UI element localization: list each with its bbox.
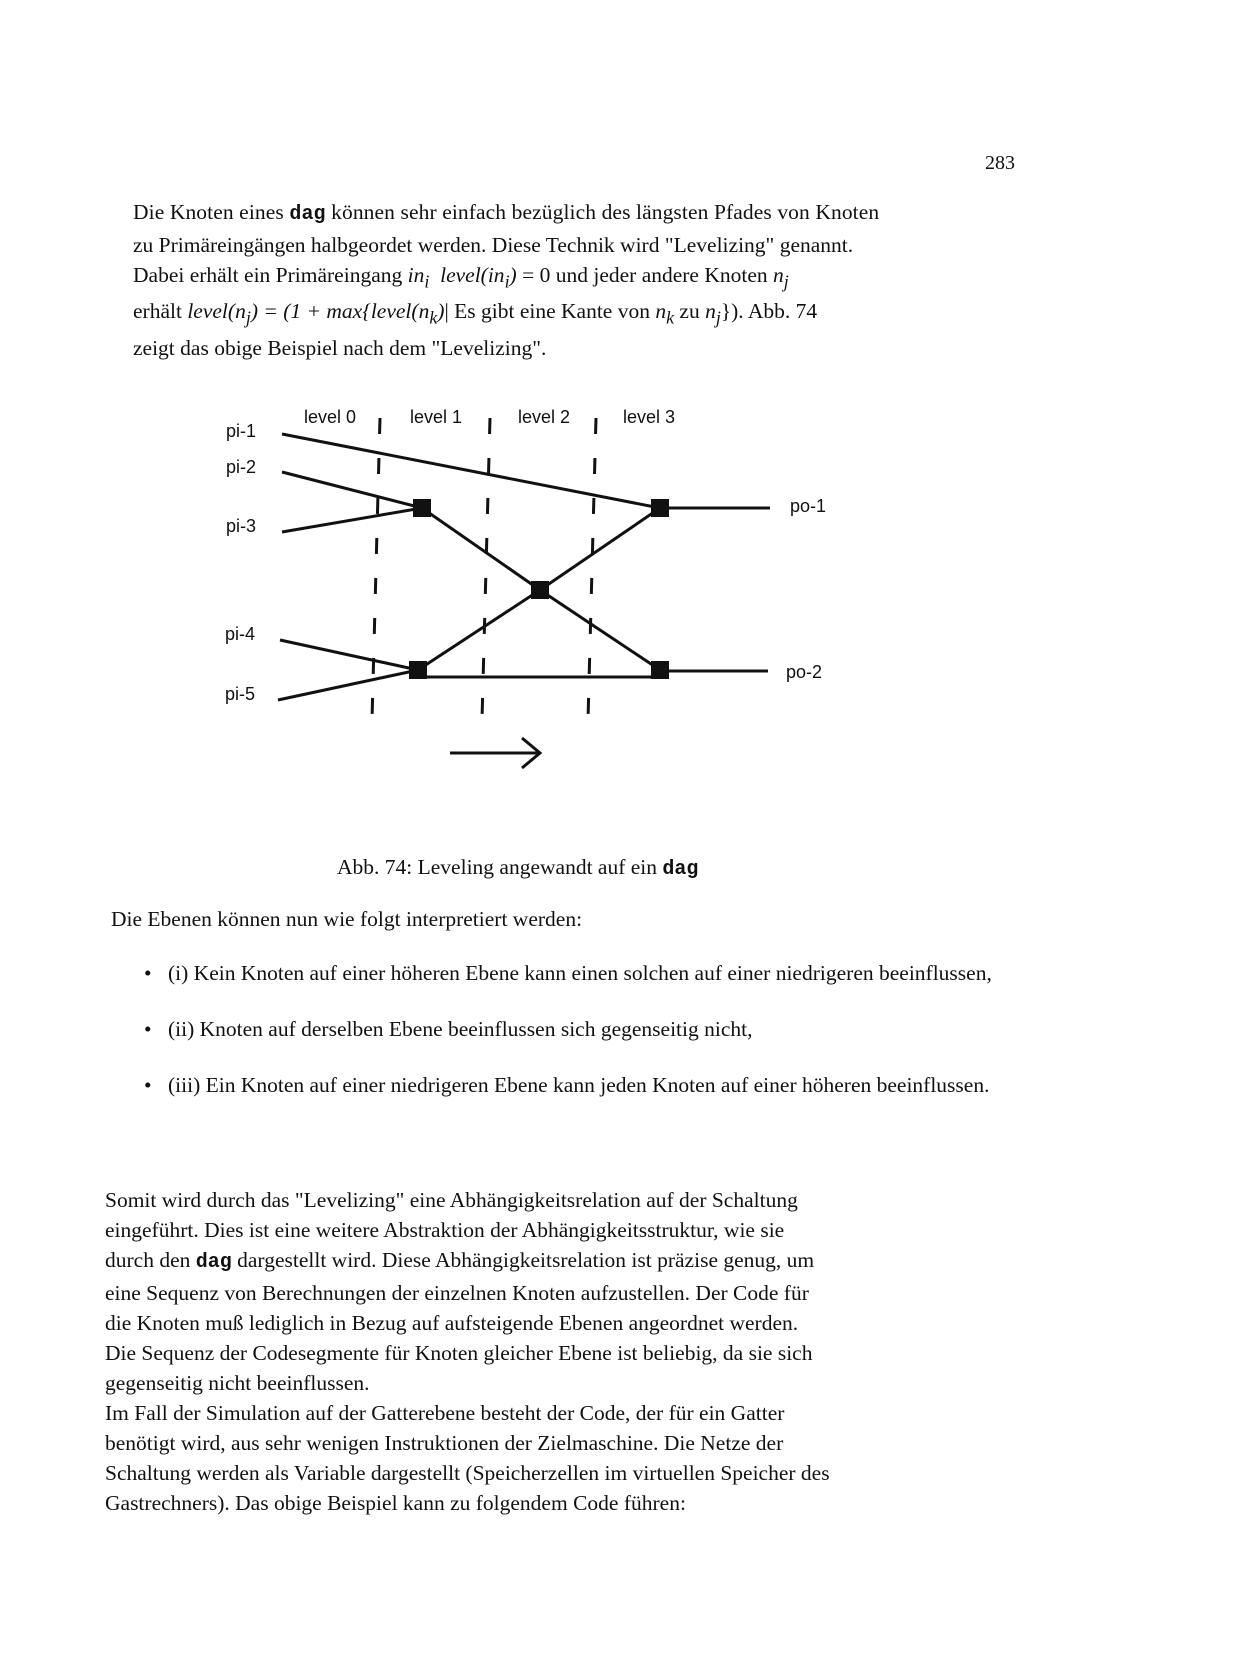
level-label-0: level 0 [304, 407, 357, 427]
closing-line-3: durch den dag dargestellt wird. Diese Abhängigkeitsrelation ist präzise genug, um [105, 1248, 815, 1274]
intro-line-3: Dabei erhält ein Primäreingang $in_i$ $level(in_i) = 0$ und jeder andere Knoten $n_j$ [133, 263, 789, 292]
input-label-pi-3: pi-3 [226, 516, 257, 536]
edge-g1-g4 [422, 508, 540, 590]
closing-line-1: Somit wird durch das "Levelizing" eine Abhängigkeitsrelation auf der Schaltung [105, 1188, 798, 1212]
list-item: • (iii) Ein Knoten auf einer niedrigeren Ebene kann jeden Knoten auf einer höheren beeinflussen. [140, 1070, 1010, 1100]
edge-pi3-g1 [282, 508, 422, 532]
input-label-pi-4: pi-4 [225, 624, 256, 644]
level-label-3: level 3 [623, 407, 676, 427]
leveling-diagram [220, 407, 827, 795]
figure-caption: Abb. 74: Leveling angewandt auf ein dag [337, 855, 699, 881]
edge-pi4-g2 [280, 640, 418, 670]
dag-term: dag [195, 1251, 232, 1274]
gate-node [413, 499, 431, 517]
closing-line-6: Die Sequenz der Codesegmente für Knoten gleicher Ebene ist beliebig, da sie sich [105, 1341, 813, 1365]
intro-paragraph [133, 197, 1028, 363]
edge-g4-g3 [540, 508, 660, 590]
edge-pi1-g3 [282, 434, 660, 508]
direction-arrow-icon [450, 738, 540, 768]
input-label-pi-5: pi-5 [225, 684, 256, 704]
page-number: 283 [985, 152, 1015, 174]
lead-sentence: Die Ebenen können nun wie folgt interpretiert werden: [111, 907, 583, 931]
closing-line-2: eingeführt. Dies ist eine weitere Abstraktion der Abhängigkeitsstruktur, wie sie [105, 1218, 785, 1242]
edge-pi5-g2 [278, 670, 418, 700]
level-separators [372, 418, 596, 720]
level-label-1: level 1 [410, 407, 463, 427]
edge-g2-g4 [418, 590, 540, 670]
closing-line-4: eine Sequenz von Berechnungen der einzelnen Knoten aufzustellen. Der Code für [105, 1281, 809, 1305]
closing-line-10: Schaltung werden als Variable dargestellt (Speicherzellen im virtuellen Speicher des [105, 1461, 830, 1485]
output-label-po-2: po-2 [786, 662, 823, 682]
bullet-icon: • [144, 1017, 152, 1041]
level-label-2: level 2 [518, 407, 571, 427]
intro-line-5: zeigt das obige Beispiel nach dem "Levelizing". [133, 335, 547, 360]
output-label-po-1: po-1 [790, 496, 827, 516]
separator-0-1 [372, 418, 380, 720]
bullet-list [140, 958, 1010, 1126]
closing-line-8: Im Fall der Simulation auf der Gatterebene besteht der Code, der für ein Gatter [105, 1401, 785, 1425]
gate-node [531, 581, 549, 599]
input-label-pi-1: pi-1 [226, 421, 257, 441]
intro-line-4: erhält $level(n_j) = (1$ + $\max\{level(n_k)|$ Es gibt eine Kante von $n_k$ zu $n_j$}). Abb. 74 [133, 299, 818, 328]
gate-node [651, 499, 669, 517]
gate-node [651, 661, 669, 679]
leveling-diagram-svg [220, 407, 827, 790]
closing-paragraph [105, 1185, 1005, 1518]
closing-line-9: benötigt wird, aus sehr wenigen Instruktionen der Zielmaschine. Die Netze der [105, 1431, 784, 1455]
dag-term: dag [289, 203, 326, 226]
edge-pi2-g1 [282, 472, 422, 508]
list-item: • (i) Kein Knoten auf einer höheren Ebene kann einen solchen auf einer niedrigeren beeinflussen, [140, 958, 1010, 988]
gate-node [409, 661, 427, 679]
bullet-icon: • [144, 961, 152, 985]
closing-line-11: Gastrechners). Das obige Beispiel kann zu folgendem Code führen: [105, 1491, 686, 1515]
diagram-edges [278, 434, 770, 700]
closing-line-5: die Knoten muß lediglich in Bezug auf aufsteigende Ebenen angeordnet werden. [105, 1311, 799, 1335]
list-item: • (ii) Knoten auf derselben Ebene beeinflussen sich gegenseitig nicht, [140, 1014, 1010, 1044]
intro-line-2: zu Primäreingängen halbgeordet werden. Diese Technik wird "Levelizing" genannt. [133, 233, 854, 257]
dag-term: dag [662, 858, 699, 881]
separator-2-3 [588, 418, 596, 720]
edge-g4-g5 [540, 590, 660, 670]
separator-1-2 [482, 418, 490, 720]
closing-line-7: gegenseitig nicht beeinflussen. [105, 1371, 370, 1395]
bullet-icon: • [144, 1073, 152, 1097]
input-label-pi-2: pi-2 [226, 457, 257, 477]
intro-line-1: Die Knoten eines dag können sehr einfach bezüglich des längsten Pfades von Knoten [133, 200, 880, 226]
